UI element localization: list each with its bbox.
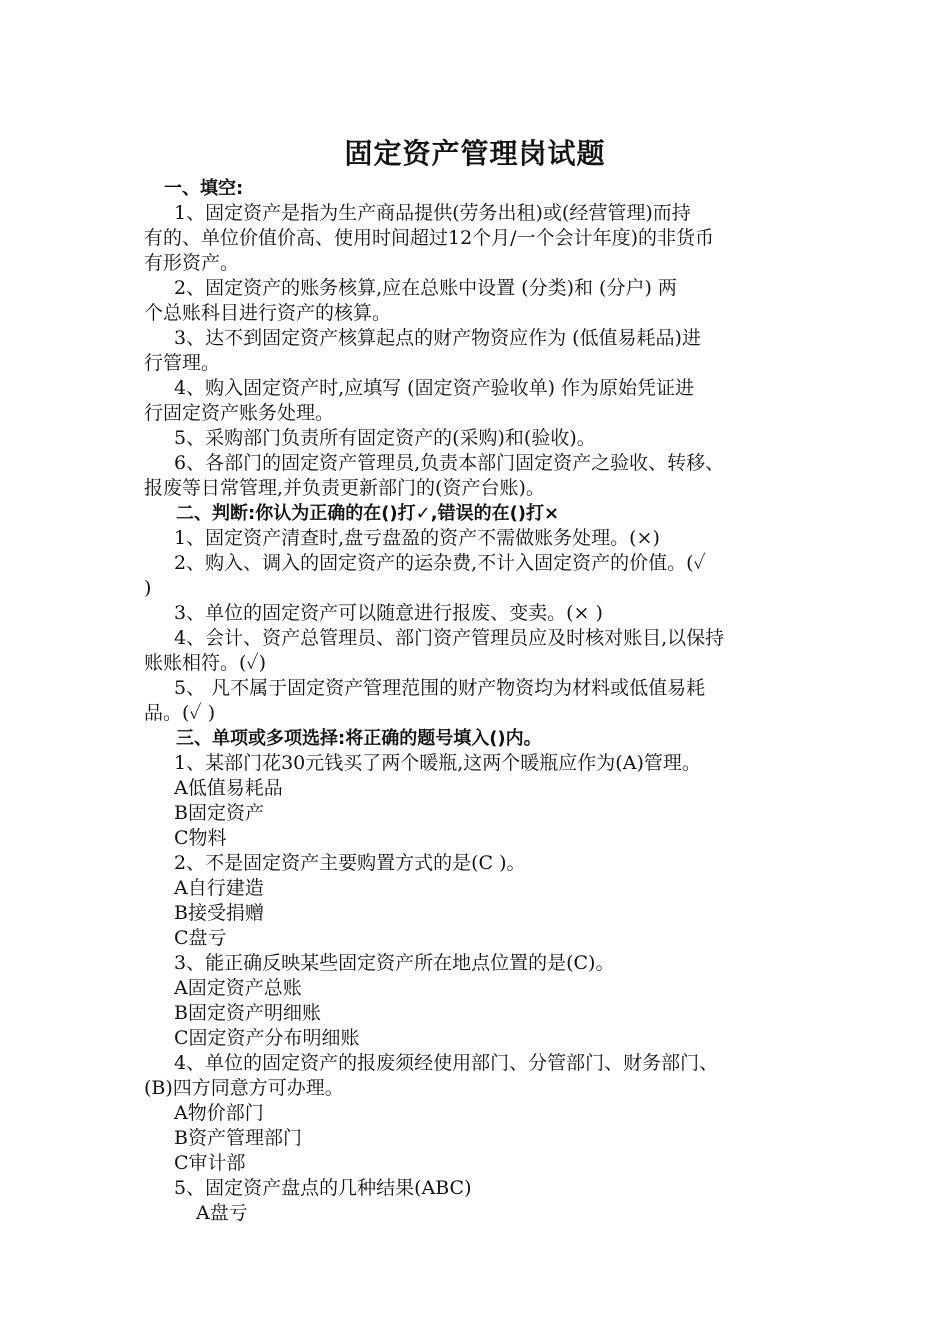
section-heading: 二、判断:你认为正确的在()打✓,错误的在()打× <box>176 503 560 524</box>
text-line: 有形资产。 <box>144 252 240 274</box>
text-line: 有的、单位价值价高、使用时间超过12个月/一个会计年度)的非货币 <box>144 227 714 249</box>
text-line: ) <box>144 577 152 599</box>
text-line: 账账相符。(✓) <box>144 652 267 674</box>
text-line: 2、固定资产的账务核算,应在总账中设置 (分类)和 (分户) 两 <box>174 277 677 299</box>
text-line: 4、会计、资产总管理员、部门资产管理员应及时核对账目,以保持 <box>174 627 725 649</box>
document-title: 固定资产管理岗试题 <box>344 137 606 170</box>
text-line: 报废等日常管理,并负责更新部门的(资产台账)。 <box>144 477 545 499</box>
text-line: C审计部 <box>174 1152 246 1174</box>
text-line: C固定资产分布明细账 <box>174 1027 360 1049</box>
document-body <box>144 176 812 1226</box>
text-line: 5、采购部门负责所有固定资产的(采购)和(验收)。 <box>174 427 596 449</box>
text-line: 1、固定资产是指为生产商品提供(劳务出租)或(经营管理)而持 <box>174 202 691 224</box>
text-line: C盘亏 <box>174 927 227 949</box>
text-line: C物料 <box>174 827 227 849</box>
text-line: 3、能正确反映某些固定资产所在地点位置的是(C)。 <box>174 952 615 974</box>
text-line: 1、固定资产清查时,盘亏盘盈的资产不需做账务处理。(×) <box>174 527 660 549</box>
section-heading: 一、填空: <box>164 178 244 199</box>
text-line: 3、单位的固定资产可以随意进行报废、变卖。(× ) <box>174 602 603 624</box>
text-line: A物价部门 <box>174 1102 264 1124</box>
text-line: 个总账科目进行资产的核算。 <box>144 302 392 324</box>
text-line: 6、各部门的固定资产管理员,负责本部门固定资产之验收、转移、 <box>174 452 725 474</box>
section-heading: 三、单项或多项选择:将正确的题号填入()内。 <box>176 728 542 749</box>
text-line: 品。(✓ ) <box>144 702 216 724</box>
text-line: 3、达不到固定资产核算起点的财产物资应作为 (低值易耗品)进 <box>174 327 701 349</box>
text-line: B接受捐赠 <box>174 902 264 924</box>
text-line: 2、不是固定资产主要购置方式的是(C )。 <box>174 852 526 874</box>
text-line: 5、 凡不属于固定资产管理范围的财产物资均为材料或低值易耗 <box>174 677 706 699</box>
text-line: 5、固定资产盘点的几种结果(ABC) <box>174 1177 472 1199</box>
text-line: A自行建造 <box>174 877 264 899</box>
text-line: A固定资产总账 <box>174 977 302 999</box>
text-line: B资产管理部门 <box>174 1127 302 1149</box>
text-line: B固定资产明细账 <box>174 1002 321 1024</box>
text-line: A盘亏 <box>196 1202 248 1224</box>
text-line: 2、购入、调入的固定资产的运杂费,不计入固定资产的价值。(✓ <box>174 552 706 574</box>
text-line: 1、某部门花30元钱买了两个暖瓶,这两个暖瓶应作为(A)管理。 <box>174 752 701 774</box>
text-line: A低值易耗品 <box>174 777 283 799</box>
text-line: 行管理。 <box>144 352 221 374</box>
text-line: 4、单位的固定资产的报废须经使用部门、分管部门、财务部门、 <box>174 1052 719 1074</box>
text-line: 行固定资产账务处理。 <box>144 402 335 424</box>
text-line: (B)四方同意方可办理。 <box>144 1077 344 1099</box>
text-line: 4、购入固定资产时,应填写 (固定资产验收单) 作为原始凭证进 <box>174 377 695 399</box>
text-line: B固定资产 <box>174 802 264 824</box>
